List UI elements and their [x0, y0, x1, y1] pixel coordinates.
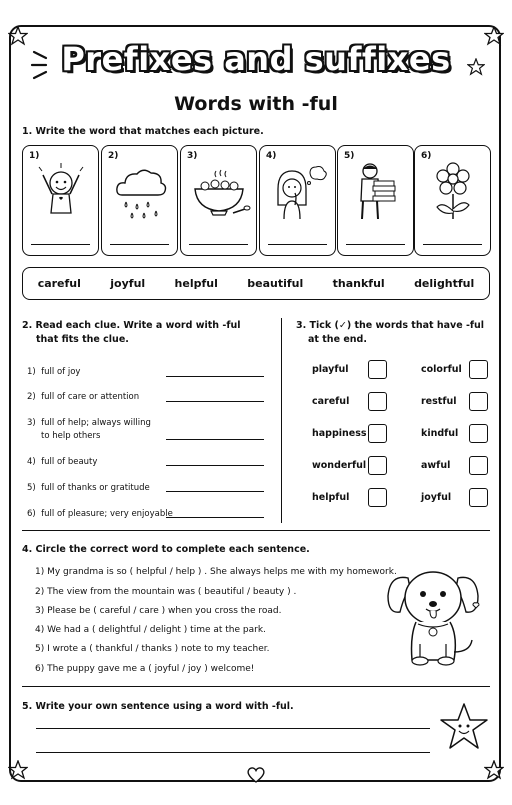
tick-word: playful: [312, 364, 349, 375]
writing-line[interactable]: [36, 752, 430, 753]
sentence-1: 1) My grandma is so ( helpful / help ) . She always helps me with my homework.: [35, 567, 397, 577]
tick-box[interactable]: [368, 424, 387, 443]
tick-word: happiness: [312, 428, 367, 439]
writing-line[interactable]: [36, 728, 430, 729]
flower-icon: [423, 161, 485, 223]
thinking-girl-icon: [268, 161, 330, 223]
tick-word: kindful: [421, 428, 459, 439]
tick-box[interactable]: [469, 488, 488, 507]
picture-card-4: [259, 145, 336, 256]
page-title: Prefixes and suffixes: [61, 40, 451, 78]
tick-box[interactable]: [368, 360, 387, 379]
question-2-instruction: 2. Read each clue. Write a word with -ful: [22, 320, 241, 331]
clue-1: 1) full of joy: [27, 367, 81, 377]
salad-bowl-icon: [189, 161, 251, 223]
word-bank-item: helpful: [174, 277, 218, 290]
picture-card-3: [180, 145, 257, 256]
clue-3: 3) full of help; always willing: [27, 418, 151, 428]
card-number: 1): [29, 151, 40, 161]
tick-box[interactable]: [469, 392, 488, 411]
question-3-instruction: 3. Tick (✓) the words that have -ful: [296, 320, 485, 331]
answer-line[interactable]: [110, 244, 169, 245]
answer-line[interactable]: [31, 244, 90, 245]
tick-word: joyful: [421, 492, 452, 503]
answer-line[interactable]: [268, 244, 327, 245]
tick-word: colorful: [421, 364, 462, 375]
page-subtitle: Words with -ful: [174, 93, 338, 115]
boy-with-books-icon: [346, 161, 408, 223]
tick-word: helpful: [312, 492, 350, 503]
tick-word: careful: [312, 396, 350, 407]
card-number: 2): [108, 151, 119, 161]
clue-5: 5) full of thanks or gratitude: [27, 483, 150, 493]
card-number: 5): [344, 151, 355, 161]
picture-card-1: [22, 145, 99, 256]
answer-line[interactable]: [166, 465, 264, 466]
answer-line[interactable]: [166, 376, 264, 377]
clue-2: 2) full of care or attention: [27, 392, 140, 402]
answer-line[interactable]: [189, 244, 248, 245]
tick-word: wonderful: [312, 460, 367, 471]
tick-box[interactable]: [368, 456, 387, 475]
happy-child-icon: [31, 161, 91, 223]
answer-line[interactable]: [346, 244, 405, 245]
word-bank-item: delightful: [414, 277, 475, 290]
question-3-instruction-cont: at the end.: [308, 334, 367, 345]
clue-4: 4) full of beauty: [27, 457, 98, 467]
sentence-6: 6) The puppy gave me a ( joyful / joy ) welcome!: [35, 664, 255, 674]
puppy-icon: [380, 556, 490, 674]
star-icon: [8, 760, 28, 780]
word-bank-item: careful: [37, 277, 81, 290]
answer-line[interactable]: [166, 439, 264, 440]
sentence-2: 2) The view from the mountain was ( beautiful / beauty ) .: [35, 587, 297, 597]
answer-line[interactable]: [166, 517, 264, 518]
answer-line[interactable]: [423, 244, 482, 245]
answer-line[interactable]: [166, 491, 264, 492]
clue-6: 6) full of pleasure; very enjoyable: [27, 509, 173, 519]
card-number: 4): [266, 151, 277, 161]
tick-box[interactable]: [469, 456, 488, 475]
tick-box[interactable]: [469, 360, 488, 379]
question-4-instruction: 4. Circle the correct word to complete each sentence.: [22, 544, 310, 555]
picture-card-5: [337, 145, 414, 256]
section-divider: [22, 686, 490, 687]
card-number: 6): [421, 151, 432, 161]
picture-card-2: [101, 145, 178, 256]
rain-cloud-icon: [110, 161, 170, 223]
star-icon: [484, 760, 504, 780]
smiling-star-icon: [438, 702, 490, 752]
question-5-instruction: 5. Write your own sentence using a word with -ful.: [22, 701, 294, 712]
word-bank-item: joyful: [110, 277, 146, 290]
card-number: 3): [187, 151, 198, 161]
tick-box[interactable]: [368, 488, 387, 507]
word-bank: [22, 267, 490, 300]
sentence-4: 4) We had a ( delightful / delight ) time at the park.: [35, 625, 266, 635]
answer-line[interactable]: [166, 401, 264, 402]
section-divider: [22, 530, 490, 531]
tick-box[interactable]: [368, 392, 387, 411]
question-2-instruction-cont: that fits the clue.: [36, 334, 129, 345]
tick-word: awful: [421, 460, 451, 471]
tick-box[interactable]: [469, 424, 488, 443]
heart-icon: [246, 766, 266, 784]
question-1-instruction: 1. Write the word that matches each picture.: [22, 126, 264, 137]
word-bank-item: beautiful: [247, 277, 304, 290]
tick-word: restful: [421, 396, 457, 407]
column-divider: [281, 318, 282, 523]
word-bank-item: thankful: [332, 277, 385, 290]
picture-card-6: [414, 145, 491, 256]
sentence-3: 3) Please be ( careful / care ) when you cross the road.: [35, 606, 282, 616]
sentence-5: 5) I wrote a ( thankful / thanks ) note to my teacher.: [35, 644, 270, 654]
clue-3-cont: to help others: [41, 431, 101, 441]
